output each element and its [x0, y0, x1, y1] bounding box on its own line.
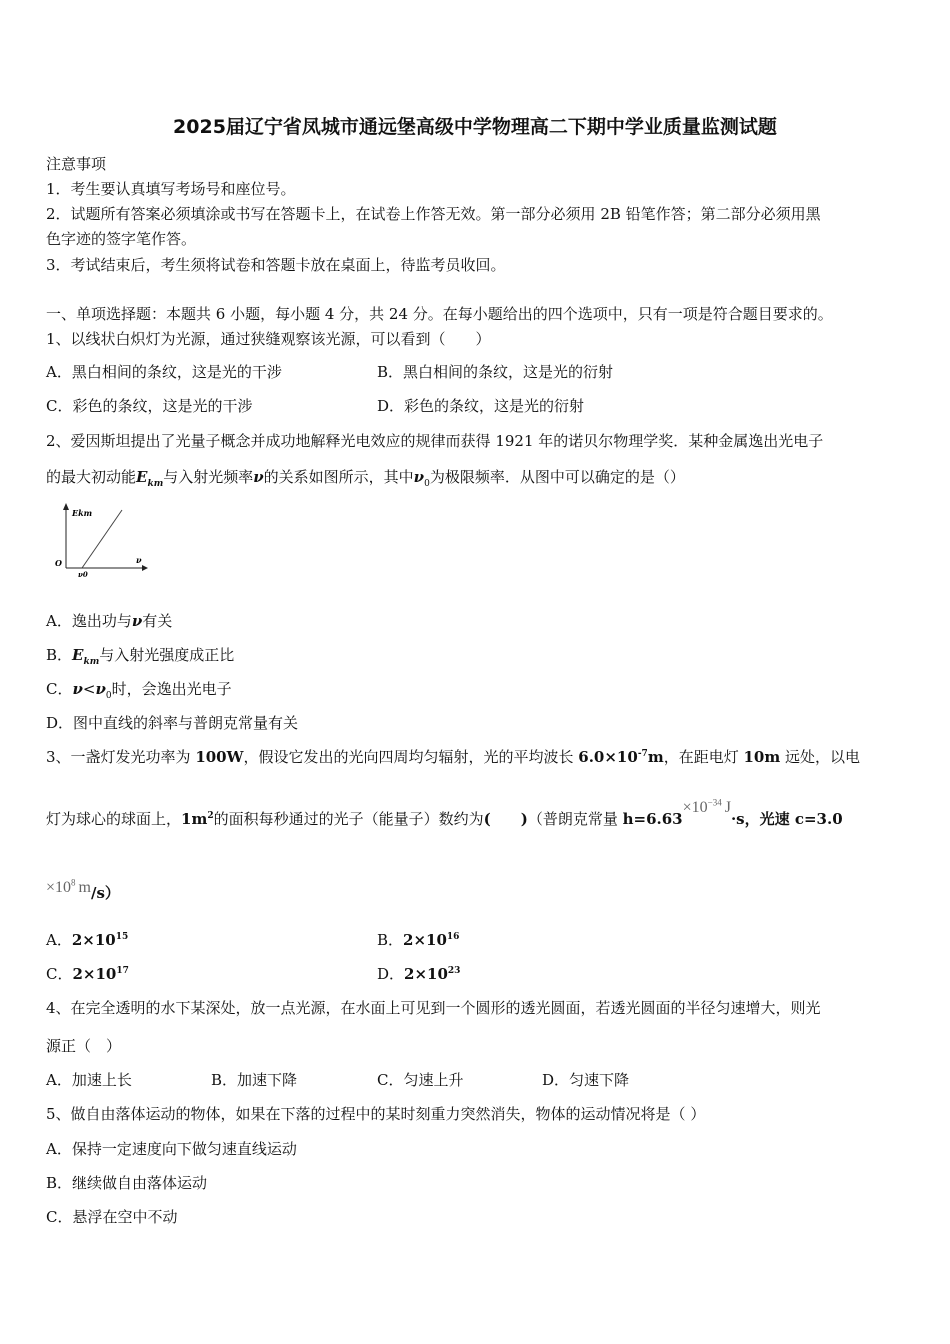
y-axis-label: Ekm	[72, 508, 93, 518]
q3-stem-line3: $\times 10^8$ m/s）	[46, 877, 120, 902]
q4-option-d: D．匀速下降	[542, 1071, 630, 1089]
q4-option-a: A．加速上长	[46, 1071, 132, 1089]
y-axis-arrow	[63, 503, 69, 510]
notice-heading: 注意事项	[46, 155, 107, 173]
q4-option-c: C．匀速上升	[377, 1071, 464, 1089]
notice-item-2: 2．试题所有答案必须填涂或书写在答题卡上，在试卷上作答无效。第一部分必须用 2B 铅笔作答；第二部分必须用黑	[46, 205, 821, 223]
q1-option-a: A．黑白相间的条纹，这是光的干涉	[46, 363, 282, 381]
ekm-frequency-graph	[52, 500, 148, 580]
q1-option-c: C．彩色的条纹，这是光的干涉	[46, 397, 253, 415]
q4-stem-line2: 源正（ ）	[46, 1037, 122, 1055]
q5-option-b: B．继续做自由落体运动	[46, 1174, 208, 1192]
q5-stem: 5、做自由落体运动的物体，如果在下落的过程中的某时刻重力突然消失，物体的运动情况将是（ ）	[46, 1105, 706, 1123]
x-axis-arrow	[142, 565, 148, 571]
q2-option-c: C．$\nu<\nu_0$时，会逸出光电子	[46, 680, 232, 701]
q3-option-b: B．$2\times 10^{16}$	[377, 931, 460, 949]
q3-option-d: D．$2\times 10^{23}$	[377, 965, 461, 983]
q3-stem-line1: 3、一盏灯发光功率为 100W，假设它发出的光向四周均匀辐射，光的平均波长 $6.0\times 10^{-7}m$，在距电灯 10m 远处，以电	[46, 748, 860, 766]
q5-option-c: C．悬浮在空中不动	[46, 1208, 178, 1226]
q2-option-d: D．图中直线的斜率与普朗克常量有关	[46, 714, 299, 732]
q2-option-b: B．$E_{km}$与入射光强度成正比	[46, 646, 235, 667]
q5-option-a: A．保持一定速度向下做匀速直线运动	[46, 1140, 297, 1158]
q3-option-c: C．$2\times 10^{17}$	[46, 965, 129, 983]
q4-stem-line1: 4、在完全透明的水下某深处，放一点光源，在水面上可见到一个圆形的透光圆面，若透光圆面的半径匀速增大，则光	[46, 999, 821, 1017]
page-title: 2025届辽宁省凤城市通远堡高级中学物理高二下期中学业质量监测试题	[173, 116, 777, 138]
nu0-label: ν0	[78, 570, 88, 579]
q1-stem: 1、以线状白炽灯为光源，通过狭缝观察该光源，可以看到（ ）	[46, 330, 491, 348]
q2-option-a: A．逸出功与ν有关	[46, 612, 173, 630]
q3-stem-line2: 灯为球心的球面上，$1m^2$的面积每秒通过的光子（能量子）数约为( )（普朗克常量 $h=6.63\times 10^{-34}$ J·s，光速 c=3.0	[46, 797, 843, 828]
q4-option-b: B．加速下降	[211, 1071, 298, 1089]
notice-item-3: 3．考试结束后，考生须将试卷和答题卡放在桌面上，待监考员收回。	[46, 256, 506, 274]
q3-option-a: A．$2\times 10^{15}$	[46, 931, 129, 949]
notice-item-2-cont: 色字迹的签字笔作答。	[46, 230, 197, 248]
notice-item-1: 1．考生要认真填写考场号和座位号。	[46, 180, 296, 198]
x-axis-label: ν	[136, 555, 142, 565]
origin-label: O	[55, 558, 62, 568]
q1-option-d: D．彩色的条纹，这是光的衍射	[377, 397, 585, 415]
q2-stem-line2: 的最大初动能$E_{km}$与入射光频率ν的关系如图所示，其中$\nu_0$为极限频率．从图中可以确定的是（）	[46, 468, 685, 489]
section-heading: 一、单项选择题：本题共 6 小题，每小题 4 分，共 24 分。在每小题给出的四个选项中，只有一项是符合题目要求的。	[46, 305, 833, 323]
q2-stem-line1: 2、爱因斯坦提出了光量子概念并成功地解释光电效应的规律而获得 1921 年的诺贝尔物理学奖．某种金属逸出光电子	[46, 432, 824, 450]
graph-line	[82, 510, 122, 568]
q1-option-b: B．黑白相间的条纹，这是光的衍射	[377, 363, 614, 381]
